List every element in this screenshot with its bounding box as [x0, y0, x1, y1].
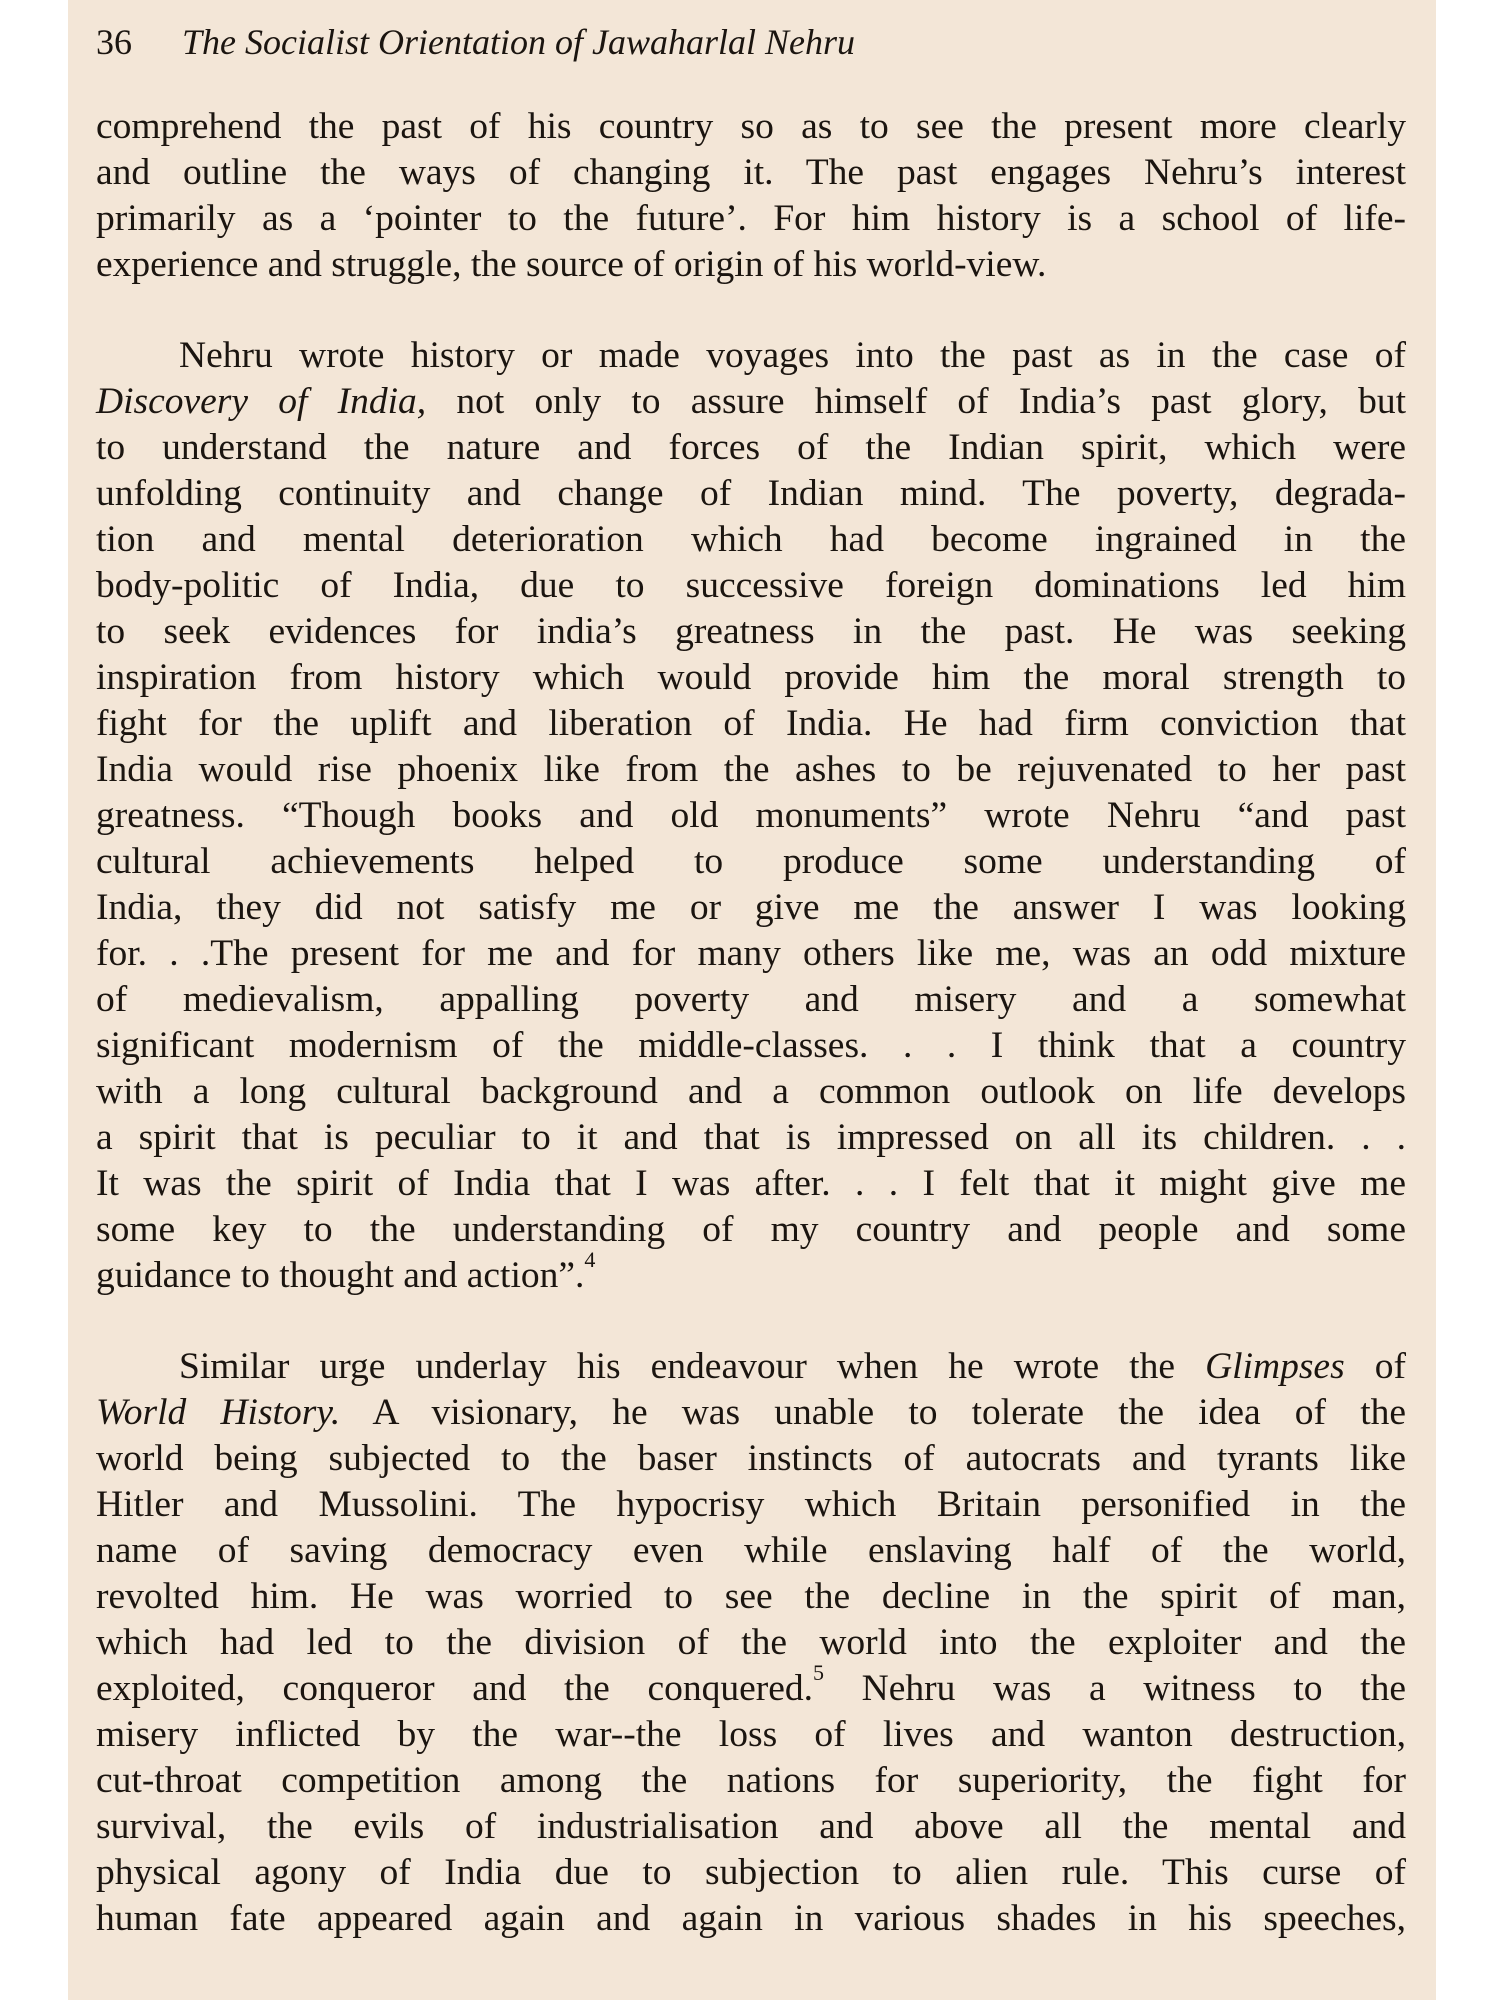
text-line: India, they did not satisfy me or give me the answer I was looking: [96, 887, 1406, 928]
text-line: for. . .The present for me and for many others like me, was an odd mixture: [96, 933, 1406, 974]
text-line: experience and struggle, the source of origin of his world-view.: [96, 244, 1047, 285]
text-line: of medievalism, appalling poverty and misery and a somewhat: [96, 979, 1406, 1020]
book-title: The Socialist Orientation of Jawaharlal Nehru: [182, 22, 855, 62]
text-line: unfolding continuity and change of Indian mind. The poverty, degrada-: [96, 473, 1406, 514]
text-line: which had led to the division of the world into the exploiter and the: [96, 1622, 1406, 1663]
text-segment: Similar urge underlay his endeavour when he wrote the: [179, 1346, 1175, 1387]
text-line-with-footnote: [96, 1660, 1406, 1712]
text-line: misery inflicted by the war--the loss of lives and wanton destruction,: [96, 1714, 1406, 1755]
text-line: fight for the uplift and liberation of India. He had firm conviction that: [96, 703, 1406, 744]
text-line-with-footnote: [96, 1247, 1406, 1299]
text-line: revolted him. He was worried to see the decline in the spirit of man,: [96, 1576, 1406, 1617]
text-line: Hitler and Mussolini. The hypocrisy which Britain personified in the: [96, 1484, 1406, 1525]
text-segment: A visionary, he was unable to tolerate the idea of the: [372, 1392, 1407, 1433]
text-segment: Nehru was a witness to the: [861, 1668, 1406, 1709]
footnote-marker: 4: [584, 1247, 596, 1272]
text-line: to understand the nature and forces of the Indian spirit, which were: [96, 427, 1406, 468]
running-head: [96, 22, 1406, 72]
italic-title: Glimpses: [1205, 1346, 1345, 1387]
text-line: a spirit that is peculiar to it and that is impressed on all its children. . .: [96, 1117, 1406, 1158]
text-line-with-italic: [96, 1344, 1406, 1390]
text-line: primarily as a ‘pointer to the future’. For him history is a school of life-: [96, 198, 1406, 239]
text-line: and outline the ways of changing it. The past engages Nehru’s interest: [96, 152, 1406, 193]
text-line: It was the spirit of India that I was after. . . I felt that it might give me: [96, 1163, 1406, 1204]
text-line: comprehend the past of his country so as to see the present more clearly: [96, 106, 1406, 147]
paragraph-1: [96, 104, 1406, 288]
text-line: some key to the understanding of my country and people and some: [96, 1209, 1406, 1250]
text-line: inspiration from history which would provide him the moral strength to: [96, 657, 1406, 698]
text-line-with-italic: Discovery of India, not only to assure himself of India’s past glory, but: [96, 381, 1406, 422]
text-line: cultural achievements helped to produce some understanding of: [96, 841, 1406, 882]
text-line: with a long cultural background and a common outlook on life develops: [96, 1071, 1406, 1112]
paragraph-2: [96, 333, 1406, 1299]
text-line: physical agony of India due to subjection to alien rule. This curse of: [96, 1852, 1406, 1893]
text-segment: of: [1374, 1346, 1407, 1387]
text-line: greatness. “Though books and old monuments” wrote Nehru “and past: [96, 795, 1406, 836]
book-page: [68, 0, 1436, 2000]
italic-title: World History.: [96, 1392, 341, 1433]
text-line: name of saving democracy even while enslaving half of the world,: [96, 1530, 1406, 1571]
text-line: human fate appeared again and again in various shades in his speeches,: [96, 1898, 1406, 1939]
footnote-marker: 5: [813, 1660, 824, 1685]
text-line: significant modernism of the middle-classes. . . I think that a country: [96, 1025, 1406, 1066]
text-line: body-politic of India, due to successive foreign dominations led him: [96, 565, 1406, 606]
paragraph-3: [96, 1344, 1406, 1942]
text-line: cut-throat competition among the nations for superiority, the fight for: [96, 1760, 1406, 1801]
text-line: guidance to thought and action”.: [96, 1255, 585, 1296]
text-line: to seek evidences for india’s greatness in the past. He was seeking: [96, 611, 1406, 652]
text-line: survival, the evils of industrialisation and above all the mental and: [96, 1806, 1406, 1847]
text-line: Nehru wrote history or made voyages into the past as in the case of: [179, 335, 1406, 376]
text-line: India would rise phoenix like from the ashes to be rejuvenated to her past: [96, 749, 1406, 790]
text-line: tion and mental deterioration which had become ingrained in the: [96, 519, 1406, 560]
text-segment: exploited, conqueror and the conquered.: [96, 1668, 813, 1709]
text-line: world being subjected to the baser instincts of autocrats and tyrants like: [96, 1438, 1406, 1479]
page-number: 36: [96, 22, 132, 62]
text-line-with-italic: [96, 1390, 1406, 1436]
italic-title: Discovery of India,: [96, 381, 427, 422]
